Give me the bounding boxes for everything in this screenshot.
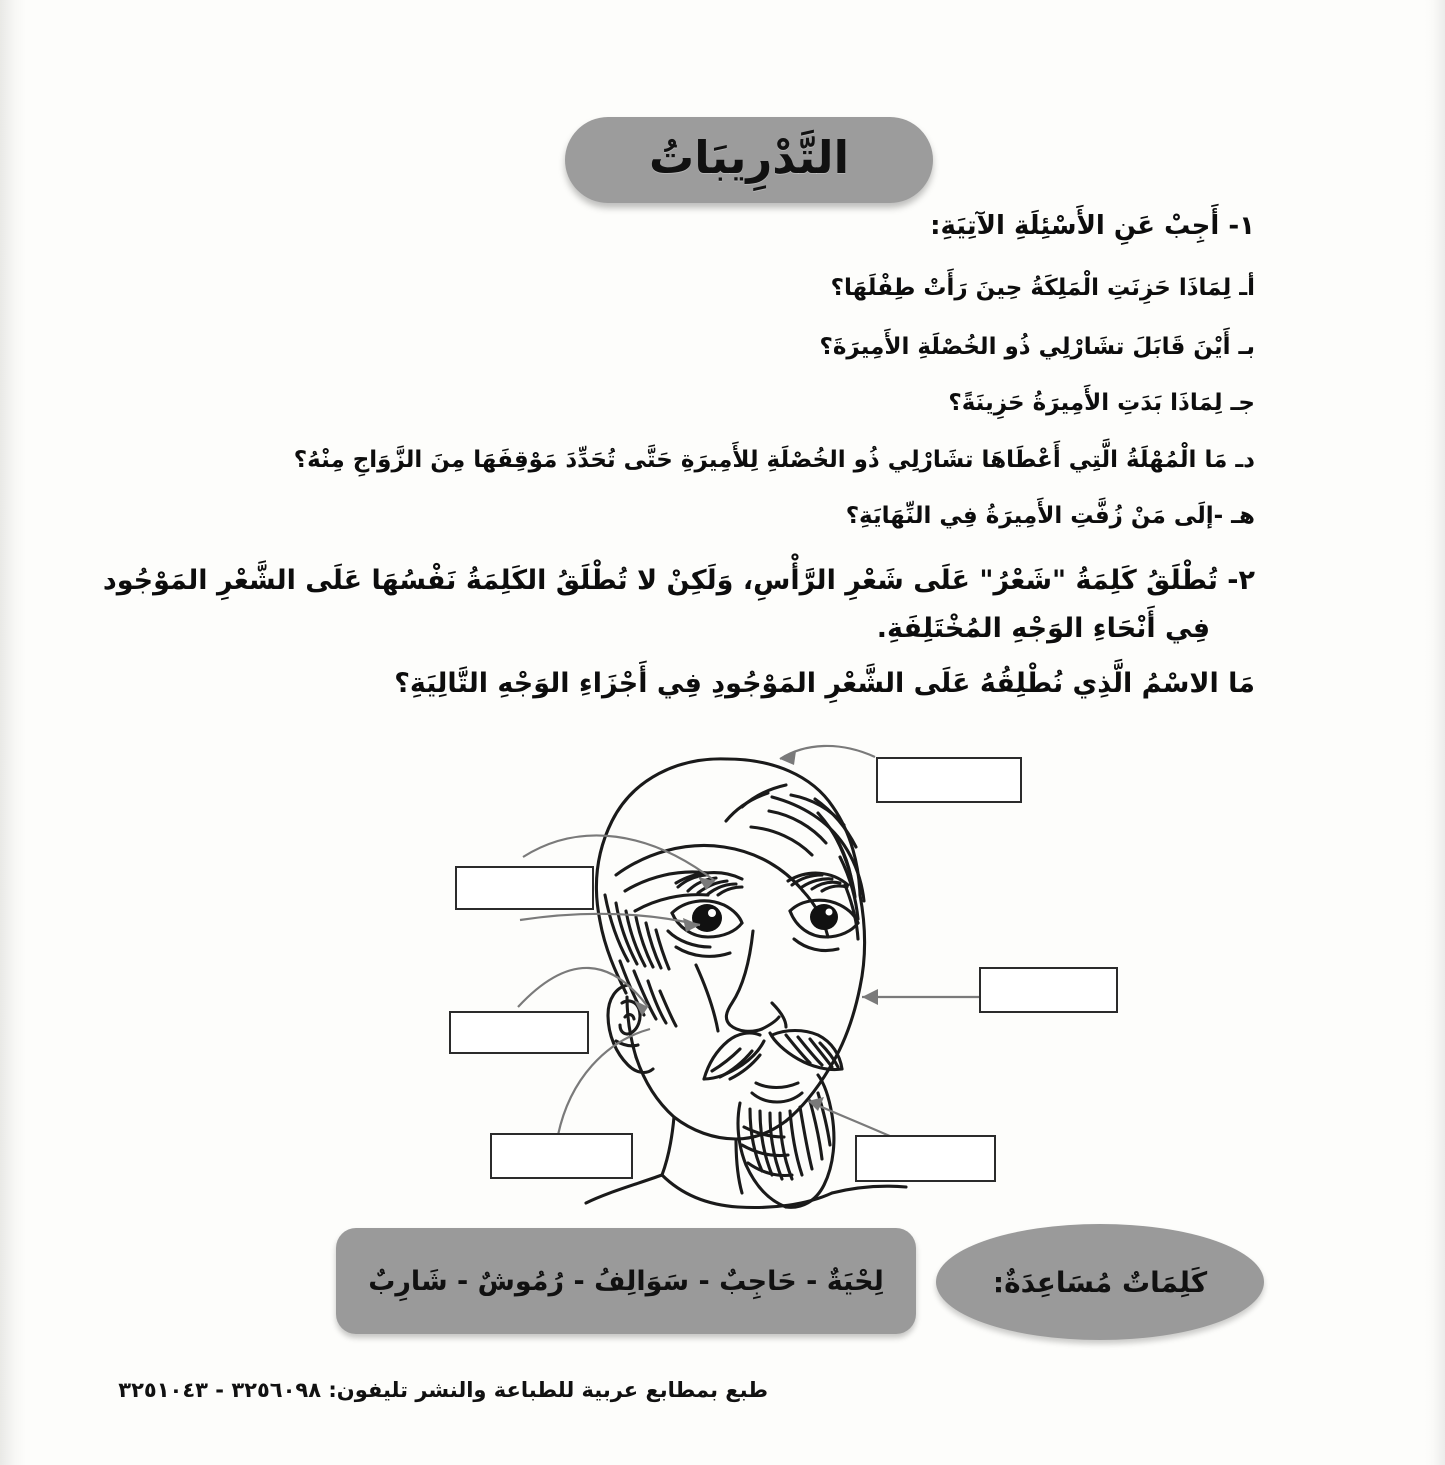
help-words-bar bbox=[336, 1228, 916, 1334]
title-banner bbox=[565, 117, 933, 203]
footer-imprint: طبع بمطابع عربية للطباعة والنشر تليفون: ٣٢٥٦٠٩٨ - ٣٢٥١٠٤٣ bbox=[118, 1378, 768, 1402]
page-title: التَّدْرِيبَاتُ bbox=[649, 130, 849, 184]
question-b: بـ أَيْنَ قَابَلَ تشَارْلِي ذُو الخُصْلَةِ الأَمِيرَةَ؟ bbox=[819, 334, 1255, 360]
exercise2-line2: فِي أَنْحَاءِ الوَجْهِ المُخْتَلِفَةِ. bbox=[876, 613, 1210, 644]
answer-box-beard[interactable] bbox=[855, 1135, 996, 1182]
leader-lines bbox=[518, 746, 998, 1137]
help-words-label-oval bbox=[936, 1224, 1264, 1340]
answer-box-moustache[interactable] bbox=[979, 967, 1118, 1013]
answer-box-hair[interactable] bbox=[876, 757, 1022, 803]
question-e: هـ -إلَى مَنْ زُفَّتِ الأَمِيرَةُ فِي النِّهَايَةِ؟ bbox=[845, 503, 1255, 529]
help-words-label: كَلِمَاتٌ مُسَاعِدَةٌ: bbox=[992, 1265, 1208, 1299]
question-d: دـ مَا الْمُهْلَةُ الَّتِي أَعْطَاهَا تشَارْلِي ذُو الخُصْلَةِ لِلأَمِيرَةِ حَتَّى تُحَدِّدَ مَوْقِفَهَا مِنَ الزَّوَاجِ مِنْهُ؟ bbox=[293, 447, 1255, 473]
exercise2-line1: ٢- تُطْلَقُ كَلِمَةُ "شَعْرُ" عَلَى شَعْرِ الرَّأْسِ، وَلَكِنْ لا تُطْلَقُ الكَلِمَةُ نَفْسُهَا عَلَى الشَّعْرِ المَوْجُود bbox=[102, 565, 1255, 596]
question-a: أـ لِمَاذَا حَزِنَتِ الْمَلِكَةُ حِينَ رَأَتْ طِفْلَهَا؟ bbox=[830, 275, 1255, 301]
answer-box-sideburns[interactable] bbox=[449, 1011, 589, 1054]
exercise1-prompt: ١- أَجِبْ عَنِ الأَسْئِلَةِ الآتِيَةِ: bbox=[930, 211, 1255, 241]
question-c: جـ لِمَاذَا بَدَتِ الأَمِيرَةُ حَزِينَةً؟ bbox=[948, 390, 1255, 416]
answer-box-eyebrow[interactable] bbox=[455, 866, 594, 910]
exercise2-line3: مَا الاسْمُ الَّذِي نُطْلِقُهُ عَلَى الشَّعْرِ المَوْجُودِ فِي أَجْزَاءِ الوَجْهِ التَّالِيَةِ؟ bbox=[394, 668, 1255, 699]
help-words-text: لِحْيَةٌ - حَاجِبٌ - سَوَالِفُ - رُمُوشٌ - شَارِبٌ bbox=[368, 1265, 884, 1297]
answer-box-eyelashes[interactable] bbox=[490, 1133, 633, 1179]
